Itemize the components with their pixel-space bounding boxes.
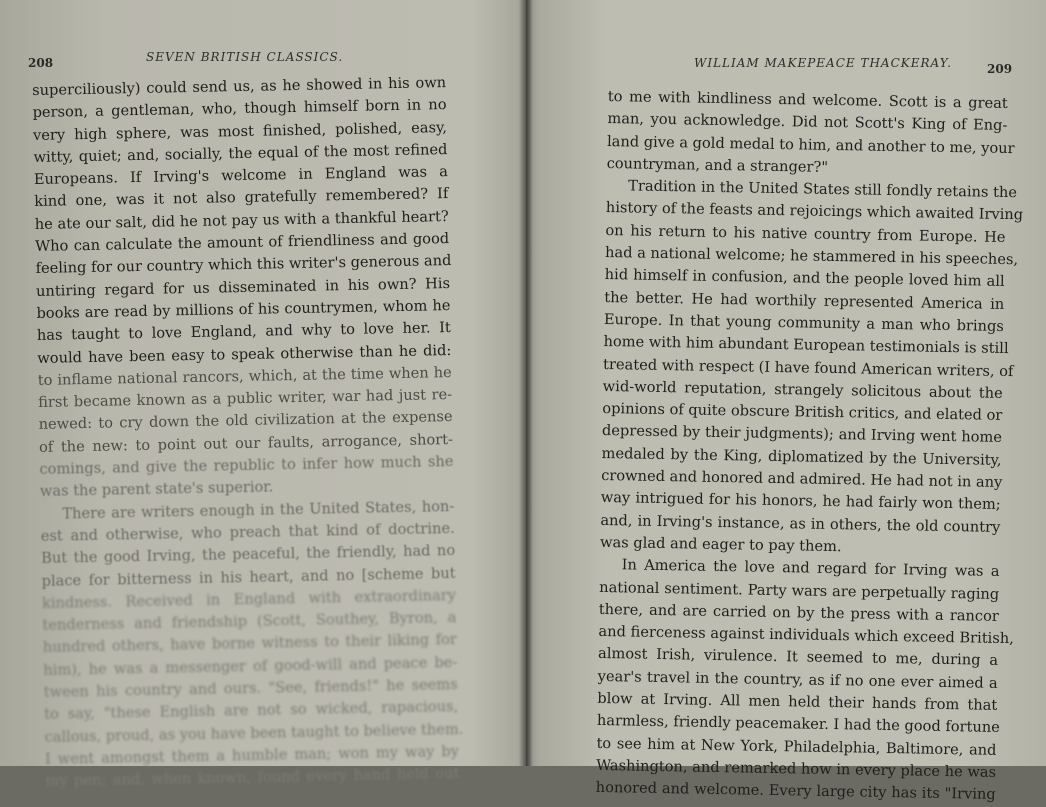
text-line: wid-world reputation, strangely solicitous about the	[602, 377, 1003, 402]
text-line: hundred others, have borne witness to their liking for	[42, 631, 457, 657]
text-line: tenderness and friendship (Scott, Southey, Byron, a	[42, 609, 457, 635]
text-line: I went amongst them a humble man; won my way by	[44, 742, 460, 768]
text-line: But the good Irving, the peaceful, the friendly, had no	[41, 542, 456, 568]
right-page	[532, 0, 1046, 804]
text-line: feeling for our country which this writer's generous and	[35, 252, 452, 278]
text-line: depressed by their judgments); and Irving went home	[601, 422, 1003, 447]
left-page	[0, 0, 520, 791]
text-line: superciliously) could send us, as he showed in his own	[32, 74, 447, 99]
text-line: to say, "these English are not so wicked, rapacious,	[44, 698, 459, 724]
text-line: newed: to cry down the old civilization at the expense	[38, 408, 453, 434]
text-line: books are read by millions of his countrymen, whom he	[36, 296, 451, 322]
text-line: comings, and give the republic to infer how much she	[39, 453, 454, 478]
text-line: opinions of quite obscure British critics, and elated or	[602, 400, 1003, 425]
text-line: was glad and eager to pay them.	[599, 533, 842, 556]
page-number-right: 209	[987, 62, 1013, 76]
text-line: very high sphere, was most finished, polished, easy,	[32, 118, 448, 144]
text-line: would have been easy to speak otherwise than he did:	[37, 341, 452, 367]
text-line: treated with respect (I have found American writers, of	[602, 355, 1014, 380]
text-line: kind one, was it not also gratefully remembered? If	[34, 185, 449, 211]
text-line: In America the love and regard for Irving was a	[621, 556, 1000, 581]
text-line: man, you acknowledge. Did not Scott's King of Eng-	[607, 110, 1008, 135]
text-line: land give a gold medal to him, and another to me, your	[606, 132, 1015, 157]
text-line: has taught to love England, and why to love her. It	[36, 319, 451, 345]
left-page-text	[32, 72, 464, 793]
text-line: countryman, and a stranger?"	[606, 154, 829, 176]
text-line: tween his country and ours. "See, friends!" he seems	[43, 675, 458, 701]
text-line: There are writers enough in the United States, hon-	[62, 497, 455, 523]
text-line: blow at Irving. All men held their hands from that	[597, 689, 998, 714]
text-line: Europeans. If Irving's welcome in England was a	[33, 163, 449, 189]
book-gutter	[519, 0, 533, 766]
text-line: he ate our salt, did he not pay us with a thankful heart?	[34, 207, 449, 233]
text-line: him), he was a messenger of good-will and peace be-	[43, 653, 458, 679]
running-head-left: SEVEN BRITISH CLASSICS.	[146, 50, 344, 64]
text-line: Who can calculate the amount of friendliness and good	[35, 230, 450, 256]
text-line: harmless, friendly peacemaker. I had the good fortune	[596, 712, 1001, 737]
text-line: crowned and honored and admired. He had not in any	[601, 466, 1003, 491]
text-line: on his return to his native country from Europe. He	[605, 221, 1006, 246]
running-head-right: WILLIAM MAKEPEACE THACKERAY.	[694, 56, 952, 70]
text-line: person, a gentleman, who, though himself born in no	[32, 96, 447, 122]
text-line: almost Irish, virulence. It seemed to me, during a	[597, 645, 999, 670]
text-line: medaled by the King, diplomatized by the University,	[601, 444, 1002, 469]
text-line: and, in Irving's instance, as in others, the old country	[600, 511, 1001, 536]
text-line: to see him at New York, Philadelphia, Baltimore, and	[596, 734, 997, 759]
text-line: untiring regard for us disseminated in his own? His	[35, 274, 451, 300]
right-page-text	[595, 86, 1024, 806]
text-line: honored and welcome. Every large city has its "Irving	[595, 779, 996, 804]
text-line: to me with kindliness and welcome. Scott is a great	[607, 87, 1008, 112]
text-line: Tradition in the United States still fondly retains the	[628, 177, 1018, 202]
text-line: home with him abundant European testimonials is still	[603, 333, 1009, 358]
text-line: to inflame national rancors, which, at the time when he	[37, 363, 452, 389]
page-number-left: 208	[28, 56, 54, 70]
text-line: first became known as a public writer, war had just re-	[38, 386, 453, 412]
text-line: year's travel in the country, as if no one ever aimed a	[597, 667, 998, 692]
text-line: history of the feasts and rejoicings which awaited Irving	[605, 199, 1024, 224]
text-line: was the parent state's superior.	[39, 478, 274, 501]
text-line: Washington, and remarked how in every place he was	[595, 756, 997, 781]
text-line: kindness. Received in England with extraordinary	[41, 586, 457, 612]
text-line: callous, proud, as you have been taught to believe them.	[44, 720, 464, 746]
text-line: way intrigued for his honors, he had fairly won them;	[600, 489, 1001, 514]
text-line: place for bitterness in his heart, and no [scheme but	[41, 564, 456, 590]
text-line: and fierceness against individuals which exceed British,	[598, 623, 1014, 648]
text-line: my pen; and, when known, found every hand held out	[45, 765, 460, 791]
text-line: est and otherwise, who preach that kind of doctrine.	[40, 519, 455, 545]
text-line: had a national welcome; he stammered in his speeches,	[604, 244, 1019, 269]
text-line: hid himself in confusion, and the people loved him all	[604, 266, 1005, 291]
text-line: national sentiment. Party wars are perpetually raging	[599, 578, 1000, 603]
text-line: there, and are carried on by the press with a rancor	[598, 600, 999, 625]
text-line: the better. He had worthily represented America in	[604, 288, 1005, 313]
text-line: witty, quiet; and, socially, the equal of the most refined	[33, 140, 448, 166]
text-line: of the new: to point out our faults, arrogance, short-	[38, 430, 454, 456]
text-line: Europe. In that young community a man who brings	[603, 310, 1005, 335]
